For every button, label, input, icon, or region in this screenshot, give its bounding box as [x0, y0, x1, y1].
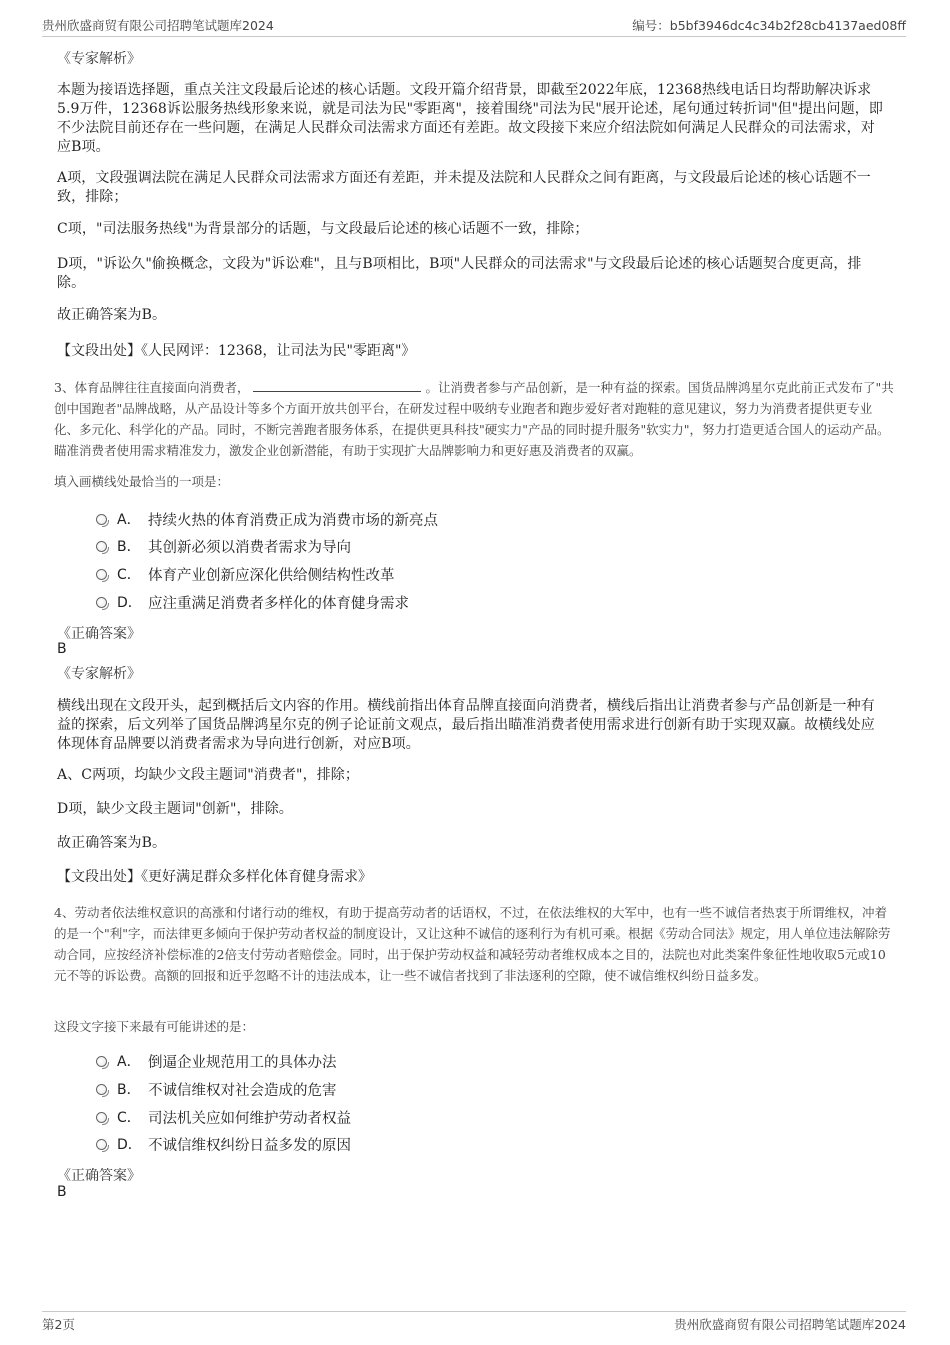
correct-answer-statement: 故正确答案为B。 — [57, 307, 167, 323]
radio-button-icon[interactable] — [96, 541, 107, 552]
passage-source: 【文段出处】《人民网评：12368，让司法为民"零距离"》 — [57, 343, 416, 359]
answer-blank — [253, 378, 421, 392]
question-prompt: 填入画横线处最恰当的一项是： — [54, 474, 230, 489]
question-stem: 3、体育品牌往往直接面向消费者， 。让消费者参与产品创新，是一种有益的探索。国货品牌鸿星尔克此前正式发布了"共创中国跑者"品牌战略，从产品设计等多个方面开放共创平台，在研发过程中吸纳专业跑者和跑步爱好者对跑鞋的意见建议，努力为消费者提供更专业化、多元化、科学化的产品。同时，不断完善跑者服务体系，在提供更具科技"硬实力"产品的同时提升服务"软实力"，努力打造更适合国人的运动产品。瞄准消费者使用需求精准发力，激发企业创新潜能，有助于实现扩大品牌影响力和更好惠及消费者的双赢。 — [54, 380, 894, 458]
page-header — [42, 14, 906, 37]
radio-button-icon[interactable] — [96, 1139, 107, 1150]
analysis-paragraph: D项，缺少文段主题词"创新"，排除。 — [57, 801, 293, 817]
answer-value: B — [57, 641, 67, 657]
answer-tag: 《正确答案》 — [57, 626, 141, 642]
header-title: 贵州欣盛商贸有限公司招聘笔试题库2024 — [42, 18, 274, 33]
analysis-paragraph: C项，"司法服务热线"为背景部分的话题，与文段最后论述的核心话题不一致，排除； — [57, 221, 589, 237]
radio-button-icon[interactable] — [96, 569, 107, 580]
analysis-paragraph: A、C两项，均缺少文段主题词"消费者"，排除； — [57, 767, 359, 783]
radio-button-icon[interactable] — [96, 1112, 107, 1123]
answer-tag: 《正确答案》 — [57, 1168, 141, 1184]
passage-source: 【文段出处】《更好满足群众多样化体育健身需求》 — [57, 869, 372, 885]
answer-value: B — [57, 1184, 67, 1200]
analysis-paragraph: D项，"诉讼久"偷换概念，文段为"诉讼难"，且与B项相比，B项"人民群众的司法需求"与文段最后论述的核心话题契合度更高，排除。 — [57, 256, 862, 291]
page-number: 第2页 — [42, 1317, 75, 1332]
page-footer — [42, 1311, 906, 1334]
analysis-tag: 《专家解析》 — [57, 51, 141, 67]
question-stem: 4、劳动者依法维权意识的高涨和付诸行动的维权，有助于提高劳动者的话语权，不过，在依法维权的大军中，也有一些不诚信者热衷于所谓维权，冲着的是一个"利"字，而法律更多倾向于保护劳动者权益的制度设计，又让这种不诚信的逐利行为有机可乘。根据《劳动合同法》规定，用人单位违法解除劳动合同，应按经济补偿标准的2倍支付劳动者赔偿金。同时，出于保护劳动权益和减轻劳动者维权成本之目的，法院也对此类案件象征性地收取5元或10元不等的诉讼费。高额的回报和近乎忽略不计的违法成本，让一些不诚信者找到了非法逐利的空隙，使不诚信维权纠纷日益多发。 — [54, 905, 891, 983]
radio-button-icon[interactable] — [96, 1056, 107, 1067]
correct-answer-statement: 故正确答案为B。 — [57, 835, 167, 851]
question-prompt: 这段文字接下来最有可能讲述的是： — [54, 1019, 255, 1034]
analysis-paragraph: 横线出现在文段开头，起到概括后文内容的作用。横线前指出体育品牌直接面向消费者，横线后指出让消费者参与产品创新是一种有益的探索，后文列举了国货品牌鸿星尔克的例子论证前文观点，最后指出瞄准消费者使用需求进行创新有助于实现双赢。故横线处应体现体育品牌要以消费者需求为导向进行创新，对应B项。 — [57, 698, 875, 752]
radio-button-icon[interactable] — [96, 597, 107, 608]
analysis-paragraph: 本题为接语选择题，重点关注文段最后论述的核心话题。文段开篇介绍背景，即截至2022年底，12368热线电话日均帮助解决诉求5.9万件，12368诉讼服务热线形象来说，就是司法为民"零距离"，接着围绕"司法为民"展开论述，尾句通过转折词"但"提出问题，即不少法院目前还存在一些问题，在满足人民群众司法需求方面还有差距。故文段接下来应介绍法院如何满足人民群众的司法需求，对应B项。 — [57, 82, 883, 155]
analysis-paragraph: A项，文段强调法院在满足人民群众司法需求方面还有差距，并未提及法院和人民群众之间有距离，与文段最后论述的核心话题不一致，排除； — [57, 170, 871, 205]
analysis-tag: 《专家解析》 — [57, 666, 141, 682]
header-doc-id: 编号：b5bf3946dc4c34b2f28cb4137aed08ff — [632, 18, 906, 33]
footer-title: 贵州欣盛商贸有限公司招聘笔试题库2024 — [674, 1317, 906, 1332]
radio-button-icon[interactable] — [96, 1084, 107, 1095]
radio-button-icon[interactable] — [96, 514, 107, 525]
